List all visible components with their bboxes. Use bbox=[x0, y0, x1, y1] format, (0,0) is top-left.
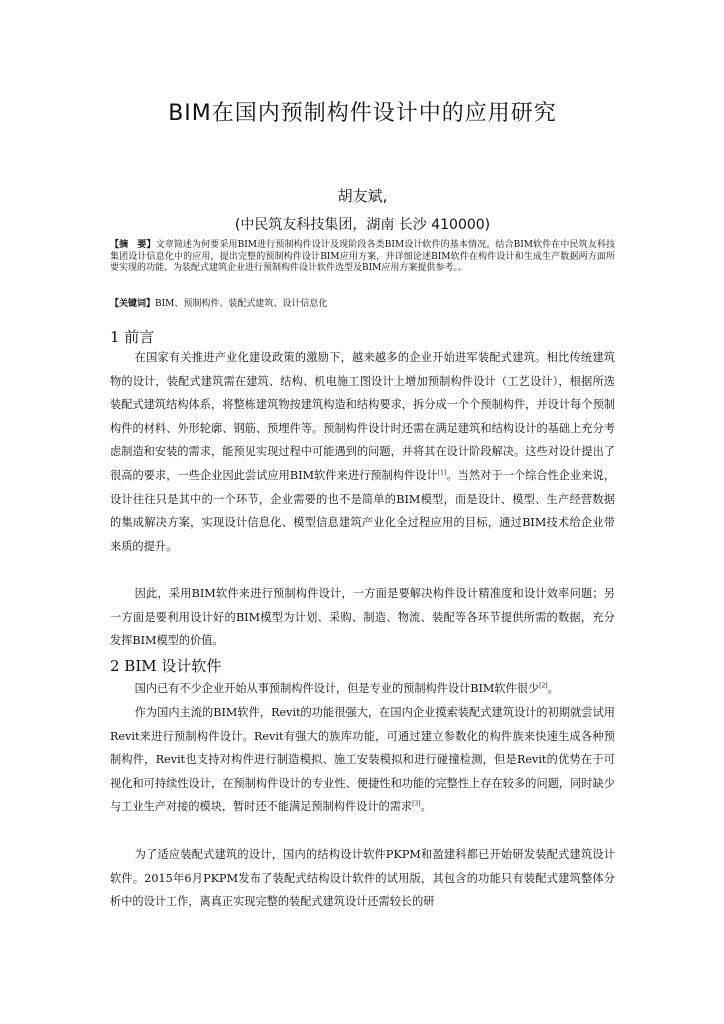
paragraph-software-2 bbox=[110, 701, 615, 819]
section-heading-intro: 1 前言 bbox=[110, 328, 155, 346]
abstract-text: 文章简述为何要采用BIM进行预制构件设计及现阶段各类BIM设计软件的基本情况。结合BIM软件在中民筑友科技集团设计信息化中的应用，提出完整的预制构件设计BIM应用方案，并详细论述BIM软件在构件设计和生成生产数据两方面所要实现的功能。为装配式建筑企业进行预制构件设计软件选型及BIM应用方案提供参考。。 bbox=[110, 240, 615, 274]
citation-ref: [3] bbox=[412, 800, 421, 808]
paragraph-intro-2 bbox=[110, 582, 615, 653]
paragraph-software-1 bbox=[110, 677, 615, 701]
paragraph-text: 因此，采用BIM软件来进行预制构件设计，一方面是要解决构件设计精准度和设计效率问题；另一方面是要利用设计好的BIM模型为计划、采购、制造、物流、装配等各环节提供所需的数据，充分发挥BIM模型的价值。 bbox=[110, 587, 615, 648]
paragraph-text: 为了适应装配式建筑的设计，国内的结构设计软件PKPM和盈建科都已开始研发装配式建筑设计软件。2015年6月PKPM发布了装配式结构设计软件的试用版，其包含的功能只有装配式建筑整体分析中的设计工作，离真正实现完整的装配式建筑设计还需较长的研 bbox=[110, 848, 615, 909]
author-affiliation: (中民筑友科技集团，湖南 长沙 410000) bbox=[234, 217, 491, 233]
keywords-label: 【关键词】 bbox=[110, 299, 156, 309]
citation-ref: [2] bbox=[539, 682, 548, 690]
paragraph-text-tail: 。 bbox=[420, 800, 432, 814]
abstract-label: 【摘 要】 bbox=[110, 240, 156, 250]
paragraph-text-tail: 。当然对于一个综合性企业来说，设计往往只是其中的一个环节，企业需要的也不是简单的BIM模型，而是设计、模型、生产经营数据的集成解决方案，实现设计信息化、模型信息建筑产业化全过程应用的目标，通过BIM技术给企业带来质的提升。 bbox=[110, 468, 615, 553]
paragraph-intro-1 bbox=[110, 346, 615, 558]
paragraph-text: 作为国内主流的BIM软件，Revit的功能很强大，在国内企业摸索装配式建筑设计的初期就尝试用Revit来进行预制构件设计。Revit有强大的族库功能，可通过建立参数化的构件族来快速生成各种预制构件，Revit也支持对构件进行制造模拟、施工安装模拟和进行碰撞检测，但是Revit的优势在于可视化和可持续性设计，在预制构件设计的专业性、便捷性和功能的完整性上存在较多的问题，同时缺少与工业生产对接的模块，暂时还不能满足预制构件设计的需求 bbox=[110, 706, 615, 814]
section-heading-bim-software: 2 BIM 设计软件 bbox=[110, 657, 222, 675]
paragraph-text: 国内已有不少企业开始从事预制构件设计，但是专业的预制构件设计BIM软件很少 bbox=[134, 682, 540, 695]
author-name: 胡友斌, bbox=[337, 187, 388, 205]
paper-title: BIM在国内预制构件设计中的应用研究 bbox=[168, 101, 557, 126]
keywords bbox=[110, 298, 615, 310]
keywords-text: BIM、预制构件、装配式建筑、设计信息化 bbox=[155, 299, 328, 309]
citation-ref: [1] bbox=[437, 469, 447, 477]
paragraph-software-3 bbox=[110, 843, 615, 914]
abstract bbox=[110, 240, 615, 275]
paragraph-text-tail: 。 bbox=[547, 682, 559, 695]
paragraph-text: 在国家有关推进产业化建设政策的激励下，越来越多的企业开始进军装配式建筑。相比传统建筑物的设计，装配式建筑需在建筑、结构、机电施工图设计上增加预制构件设计（工艺设计），根据所选装配式建筑结构体系，将整栋建筑物按建筑构造和结构要求，拆分成一个个预制构件，并设计每个预制构件的材料、外形轮廓、钢筋、预埋件等。预制构件设计时还需在满足建筑和结构设计的基础上充分考虑制造和安装的需求，能预见实现过程中可能遇到的问题，并将其在设计阶段解决。这些对设计提出了很高的要求，一些企业因此尝试应用BIM软件来进行预制构件设计 bbox=[110, 351, 615, 482]
